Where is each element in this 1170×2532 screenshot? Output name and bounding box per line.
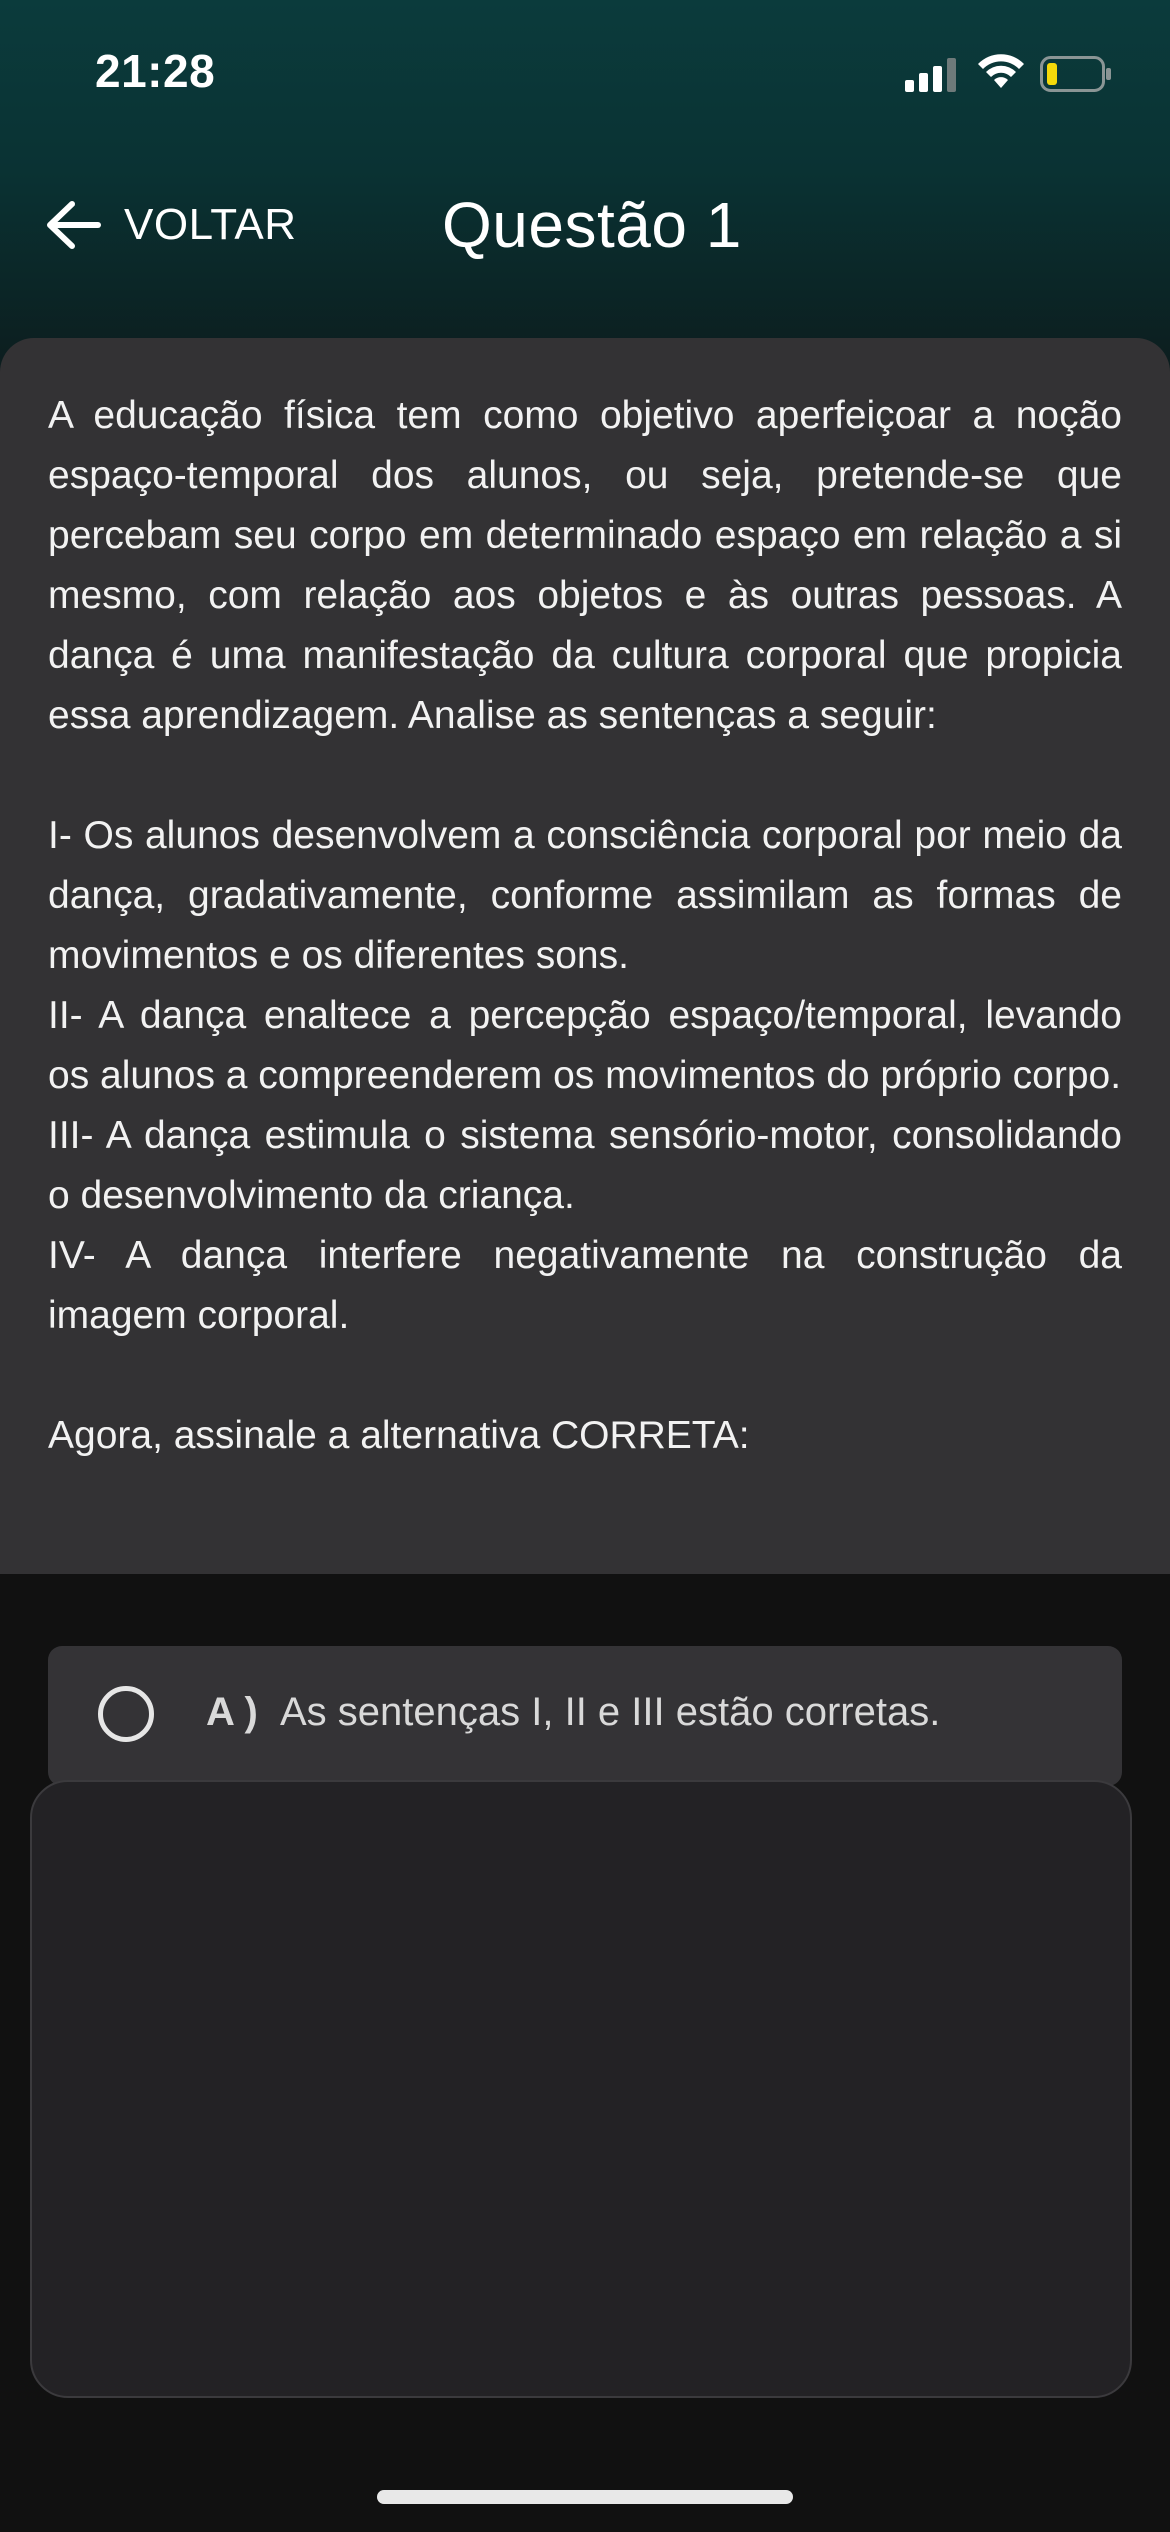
status-bar bbox=[0, 0, 1170, 150]
wifi-icon bbox=[978, 54, 1024, 90]
option-letter: A ) bbox=[206, 1690, 258, 1734]
radio-unselected-icon[interactable] bbox=[98, 1686, 154, 1742]
question-intro: A educação física tem como objetivo aperfeiçoar a noção espaço-temporal dos alunos, ou seja, pretende-se que percebam seu corpo em determinado espaço em relação a si mesmo, com relação aos objetos e às outras pessoas. A dança é uma manifestação da cultura corporal que propicia essa aprendizagem. Analise as sentenças a seguir: bbox=[48, 394, 1122, 737]
question-card bbox=[0, 338, 1170, 1574]
back-button[interactable] bbox=[44, 190, 297, 260]
home-indicator[interactable] bbox=[377, 2490, 793, 2504]
statement-4: IV- A dança interfere negativamente na construção da imagem corporal. bbox=[48, 1234, 1122, 1337]
question-prompt: Agora, assinale a alternativa CORRETA: bbox=[48, 1414, 750, 1457]
bottom-sheet-panel bbox=[30, 1780, 1132, 2398]
option-a[interactable] bbox=[48, 1646, 1122, 1786]
question-text bbox=[48, 386, 1122, 1466]
statement-2: II- A dança enaltece a percepção espaço/temporal, levando os alunos a compreenderem os movimentos do próprio corpo. bbox=[48, 994, 1122, 1097]
page-title: Questão 1 bbox=[442, 189, 742, 261]
statement-3: III- A dança estimula o sistema sensório-motor, consolidando o desenvolvimento da criança. bbox=[48, 1114, 1122, 1217]
header bbox=[0, 170, 1170, 280]
status-time: 21:28 bbox=[95, 45, 216, 97]
battery-icon bbox=[1040, 56, 1112, 92]
signal-icon bbox=[905, 58, 957, 92]
statement-1: I- Os alunos desenvolvem a consciência corporal por meio da dança, gradativamente, conforme assimilam as formas de movimentos e os diferentes sons. bbox=[48, 814, 1122, 977]
option-text: As sentenças I, II e III estão corretas. bbox=[280, 1690, 941, 1734]
back-label: VOLTAR bbox=[124, 200, 297, 249]
back-arrow-icon bbox=[44, 200, 102, 250]
